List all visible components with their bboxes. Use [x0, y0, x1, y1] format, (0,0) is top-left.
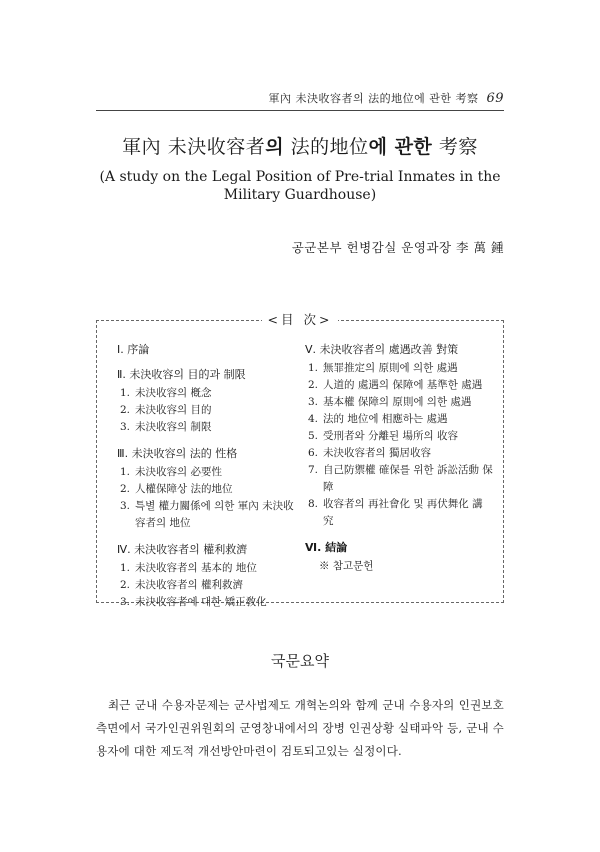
toc-item	[117, 594, 297, 611]
running-title: 軍內 未決收容者의 法的地位에 관한 考察	[268, 92, 479, 105]
title-part-3: 法的地位	[284, 136, 369, 158]
toc-item-number: 8.	[308, 498, 319, 510]
toc-item-number: 1.	[120, 562, 131, 574]
toc-item	[305, 394, 493, 411]
toc-item-text: 未決收容의 制限	[135, 421, 212, 433]
toc-item	[305, 445, 493, 462]
toc-heading	[97, 312, 503, 328]
toc-item-number: 5.	[308, 430, 319, 442]
toc-section: Ⅰ. 序論	[117, 343, 150, 356]
toc-item-number: 4.	[308, 413, 319, 425]
toc-item-text: 未決收容者의 權利救濟	[135, 579, 243, 591]
toc-item	[305, 496, 493, 530]
toc-item-number: 2.	[120, 404, 131, 416]
toc-section: Ⅴ. 未決收容者의 處遇改善 對策	[305, 343, 459, 356]
summary-title: 국문요약	[271, 652, 329, 670]
title-part-1: 軍內 未決收容者	[122, 136, 266, 158]
subtitle-line-2: Military Guardhouse)	[223, 187, 377, 203]
toc-item-text: 人權保障상 法的地位	[135, 483, 233, 495]
toc-item-text: 未決收容者에 대한 矯正敎化	[135, 596, 267, 608]
toc-item	[117, 498, 297, 532]
toc-item-number: 3.	[120, 500, 131, 512]
toc-item-number: 3.	[120, 596, 131, 608]
toc-item-text: 특별 權力關係에 의한 軍內 未決收容者의 地位	[135, 500, 294, 529]
toc-section: Ⅲ. 未決收容의 法的 性格	[117, 447, 238, 460]
toc-item	[117, 481, 297, 498]
toc-item-text: 法的 地位에 相應하는 處遇	[323, 413, 448, 425]
page-number: 69	[486, 91, 504, 106]
toc-item-text: 未決收容者의 基本的 地位	[135, 562, 257, 574]
toc-item-number: 7.	[308, 464, 319, 476]
author-affiliation: 공군본부 헌병감실 운영과장 李 萬 鍾	[291, 240, 504, 255]
toc-item-text: 未決收容의 槪念	[135, 387, 212, 399]
toc-item-text: 受刑者와 分離된 場所의 收容	[323, 430, 458, 442]
toc-item	[305, 411, 493, 428]
toc-item-number: 3.	[308, 396, 319, 408]
toc-item-text: 基本權 保障의 原則에 의한 處遇	[323, 396, 472, 408]
toc-item	[117, 560, 297, 577]
toc-item-number: 2.	[120, 483, 131, 495]
toc-item-number: 2.	[120, 579, 131, 591]
toc-item-number: 3.	[120, 421, 131, 433]
toc-item	[305, 360, 493, 377]
toc-item	[117, 464, 297, 481]
toc-item	[305, 428, 493, 445]
toc-item-number: 1.	[120, 466, 131, 478]
toc-item-number: 2.	[308, 379, 319, 391]
title-part-5: 考察	[432, 136, 478, 158]
toc-item	[117, 402, 297, 419]
toc-item-text: 無罪推定의 原則에 의한 處遇	[323, 362, 458, 374]
article-subtitle	[0, 168, 600, 204]
toc-item	[117, 385, 297, 402]
toc-item-number: 1.	[308, 362, 319, 374]
article-title	[0, 132, 600, 159]
toc-section: Ⅵ. 結論	[305, 541, 348, 554]
toc-references: ※ 참고문헌	[319, 560, 374, 572]
toc-section: Ⅱ. 未決收容의 目的과 制限	[117, 368, 246, 381]
toc-item-number: 1.	[120, 387, 131, 399]
summary-body: 최근 군내 수용자문제는 군사법제도 개혁논의와 함께 군내 수용자의 인권보호측면에서 국가인권위원회의 군영창내에서의 장병 인권상황 실태파악 등, 군내 수용자에 대한 제도적 개선방안마련이 검토되고있는 실정이다.	[96, 698, 504, 758]
table-of-contents	[96, 312, 504, 608]
toc-heading-text: <目 次>	[262, 312, 339, 327]
toc-left-column	[117, 341, 297, 611]
toc-section: Ⅳ. 未決收容者의 權利救濟	[117, 543, 248, 556]
toc-item	[117, 419, 297, 436]
header-rule	[96, 110, 504, 111]
toc-item-text: 自己防禦權 確保를 위한 訴訟活動 保障	[323, 464, 493, 493]
title-part-4: 에 관한	[368, 136, 433, 158]
subtitle-line-1: (A study on the Legal Position of Pre-trial Inmates in the	[99, 169, 501, 185]
toc-right-column	[305, 341, 493, 575]
title-part-2: 의	[265, 136, 285, 158]
toc-item	[117, 577, 297, 594]
toc-item-number: 6.	[308, 447, 319, 459]
toc-item-text: 收容者의 再社會化 및 再伏舞化 講究	[323, 498, 483, 527]
running-header	[268, 90, 504, 106]
toc-item	[305, 462, 493, 496]
toc-item-text: 未決收容의 必要性	[135, 466, 222, 478]
toc-item-text: 未決收容의 目的	[135, 404, 212, 416]
toc-item-text: 人道的 處遇의 保障에 基準한 處遇	[323, 379, 483, 391]
toc-item	[305, 377, 493, 394]
toc-item-text: 未決收容者의 獨居收容	[323, 447, 431, 459]
